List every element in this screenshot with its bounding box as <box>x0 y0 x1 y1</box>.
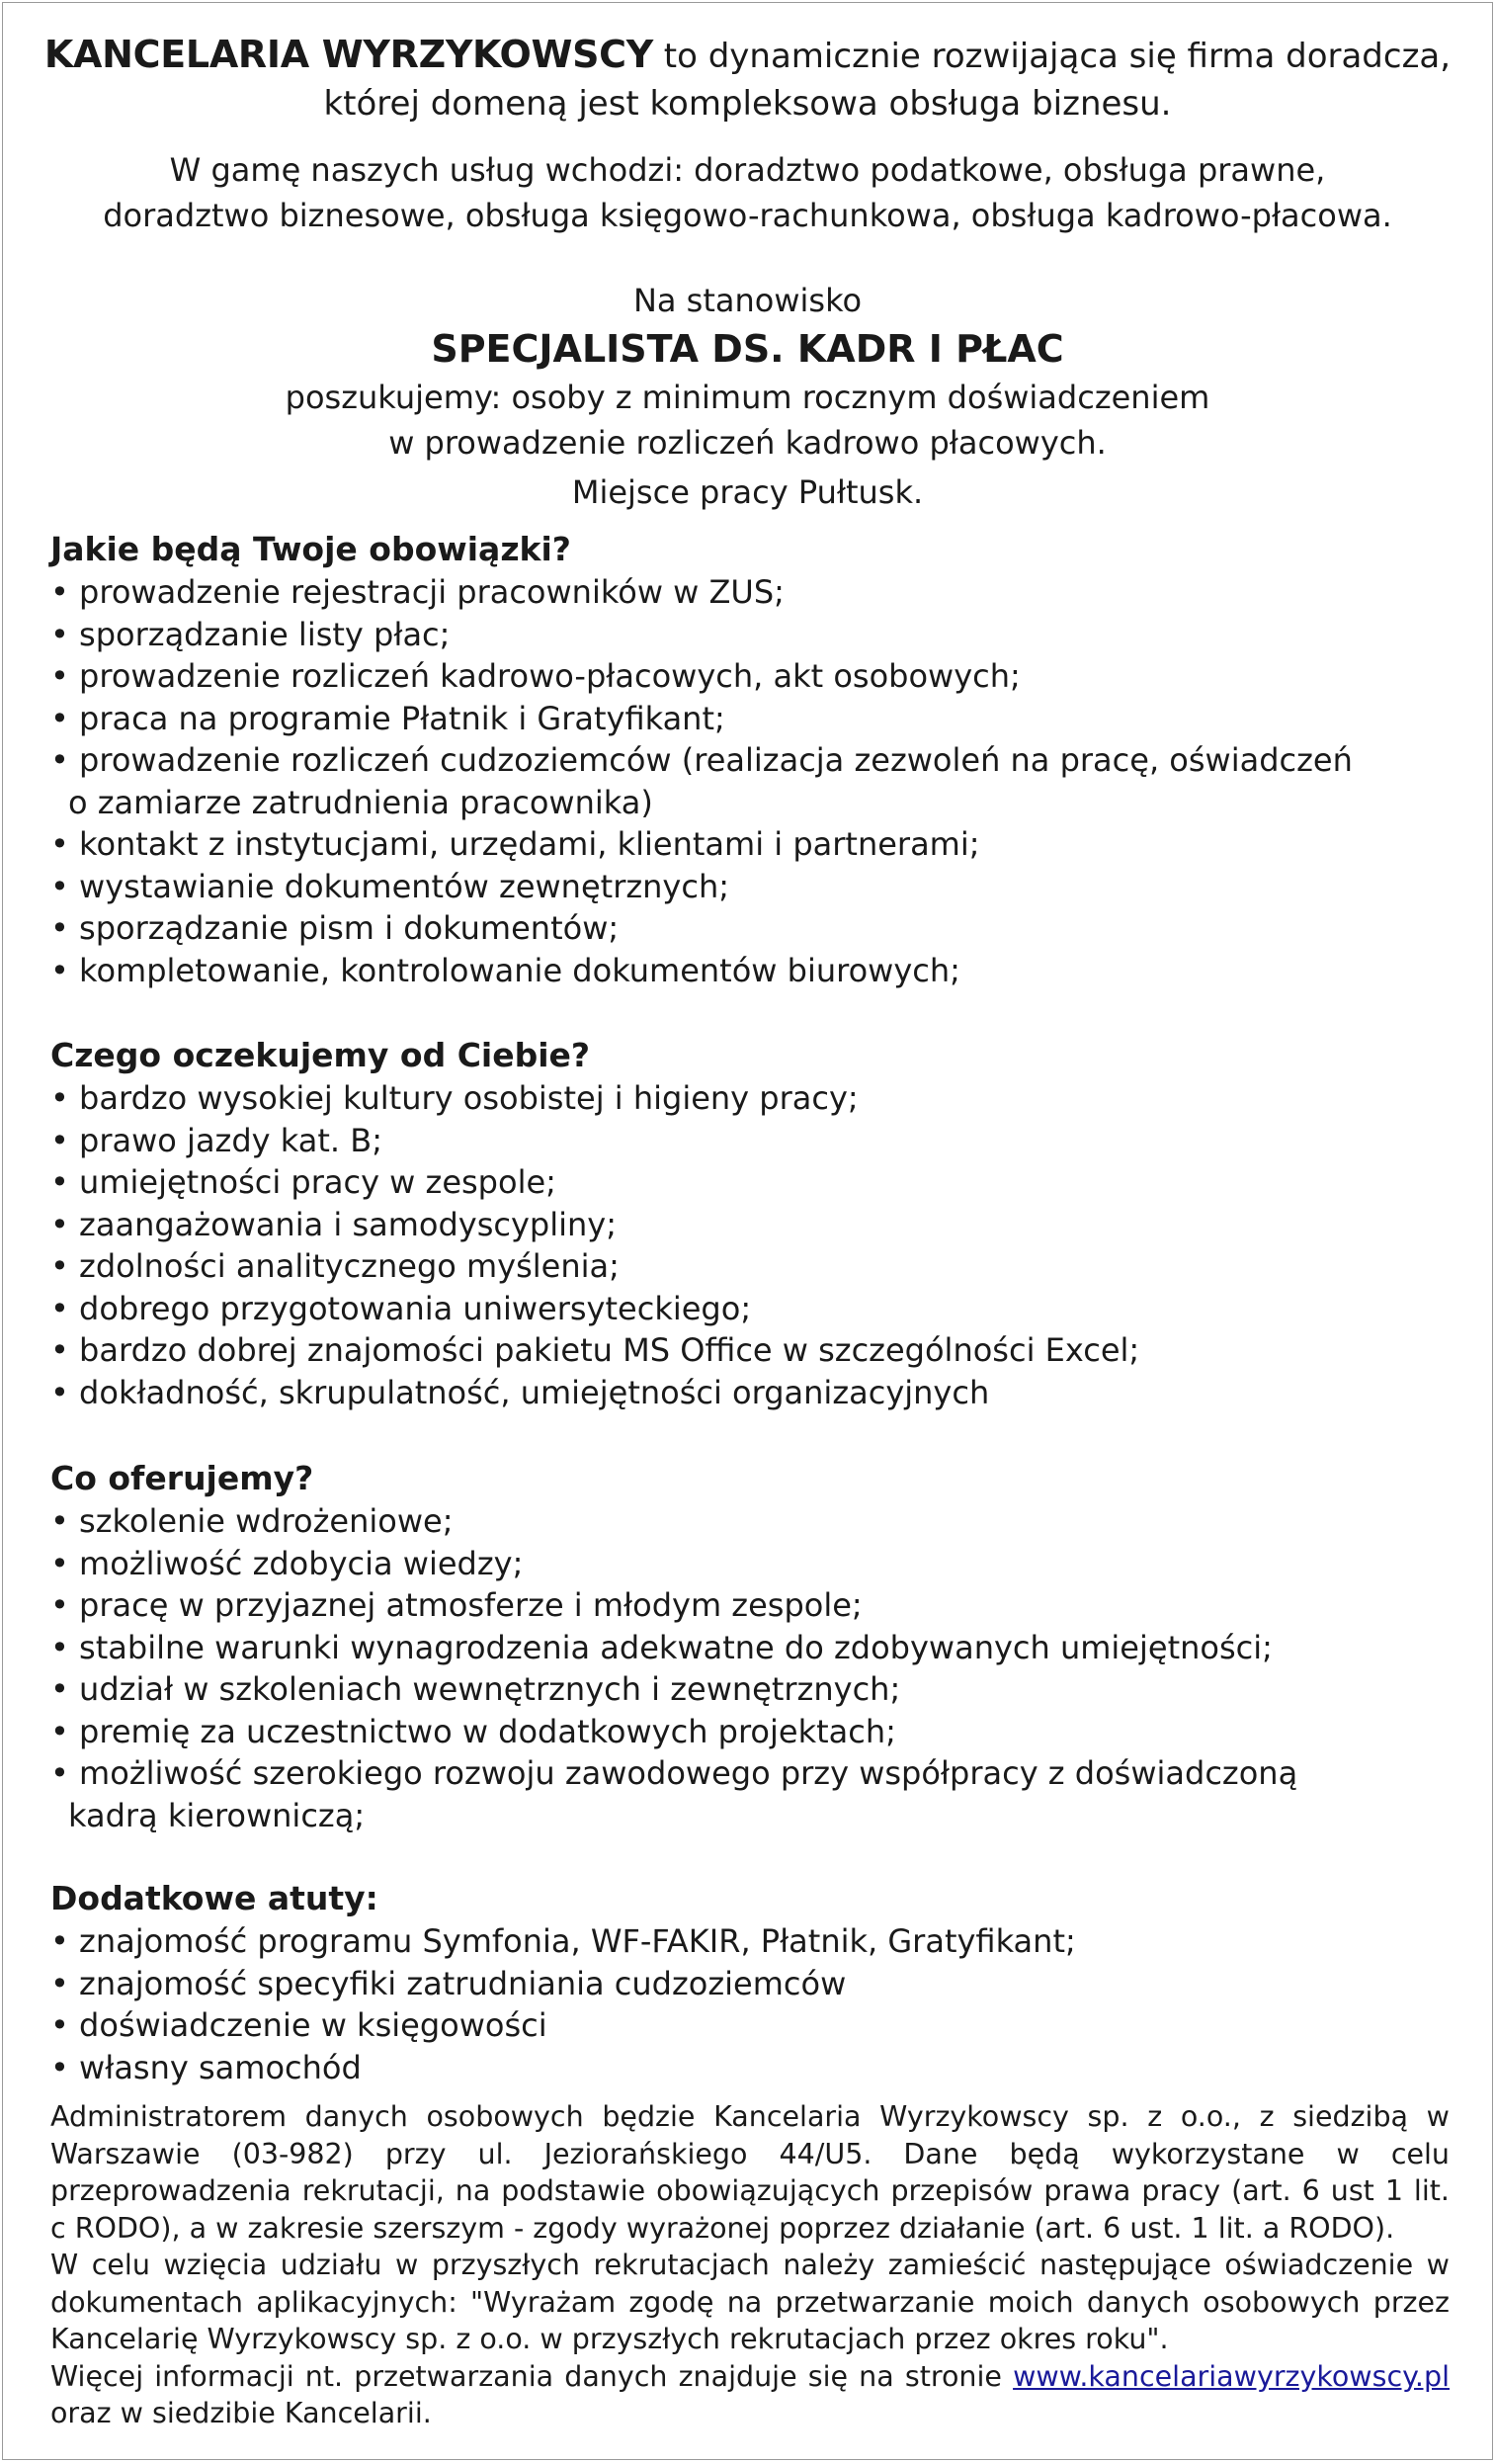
gdpr-paragraph-3 <box>50 2358 1450 2432</box>
position-title: SPECJALISTA DS. KADR I PŁAC <box>431 327 1064 371</box>
company-name: KANCELARIA WYRZYKOWSCY <box>43 33 653 76</box>
expectation-item: • dokładność, skrupulatność, umiejętności organizacyjnych <box>50 1372 1453 1414</box>
duty-item: • prowadzenie rozliczeń kadrowo-płacowych, akt osobowych; <box>50 655 1453 698</box>
position-intro: Na stanowisko <box>632 282 863 319</box>
company-intro <box>3 31 1492 127</box>
expectation-item: • zdolności analitycznego myślenia; <box>50 1245 1453 1288</box>
extra-item: • znajomość specyfiki zatrudniania cudzoziemców <box>50 1963 1453 2005</box>
expectation-item: • prawo jazdy kat. B; <box>50 1120 1453 1162</box>
duty-item: • wystawianie dokumentów zewnętrznych; <box>50 866 1453 908</box>
intro-line-1 <box>3 31 1492 80</box>
company-website-link[interactable]: www.kancelariawyrzykowscy.pl <box>1013 2359 1450 2393</box>
expectations-list <box>50 1077 1453 1413</box>
gdpr-paragraph-3-end: oraz w siedzibie Kancelarii. <box>50 2397 432 2429</box>
position-line-2: w prowadzenie rozliczeń kadrowo płacowych. <box>388 424 1107 462</box>
offer-item: • pracę w przyjaznej atmosferze i młodym zespole; <box>50 1584 1453 1627</box>
offer-item: • możliwość zdobycia wiedzy; <box>50 1543 1453 1585</box>
intro-line-2: której domeną jest kompleksowa obsługa biznesu. <box>323 84 1172 124</box>
duty-item <box>50 739 1453 823</box>
duty-item: • sporządzanie listy płac; <box>50 614 1453 656</box>
gdpr-paragraph-3-text: Więcej informacji nt. przetwarzania danych znajduje się na stronie <box>50 2359 1014 2393</box>
offer-item: • stabilne warunki wynagrodzenia adekwatne do zdobywanych umiejętności; <box>50 1627 1453 1669</box>
duty-item: • kompletowanie, kontrolowanie dokumentów biurowych; <box>50 950 1453 992</box>
extra-item: • własny samochód <box>50 2047 1453 2089</box>
intro-line-1-rest: to dynamicznie rozwijająca się firma doradcza, <box>652 37 1452 76</box>
extra-item: • znajomość programu Symfonia, WF-FAKIR, Płatnik, Gratyfikant; <box>50 1920 1453 1963</box>
offer-heading: Co oferujemy? <box>50 1459 314 1497</box>
gdpr-paragraph-1: Administratorem danych osobowych będzie Kancelaria Wyrzykowscy sp. z o.o., z siedzibą w Warszawie (03-982) przy ul. Jeziorańskiego 44/U5. Dane będą wykorzystane w celu przeprowadzenia rekrutacji, na podstawie obowiązujących przepisów prawa pracy (art. 6 ust 1 lit. c RODO), a w zakresie szerszym - zgody wyrażonej poprzez działanie (art. 6 ust. 1 lit. a RODO). <box>50 2100 1450 2245</box>
expectation-item: • bardzo wysokiej kultury osobistej i higieny pracy; <box>50 1077 1453 1120</box>
extras-heading: Dodatkowe atuty: <box>50 1879 378 1917</box>
duties-heading: Jakie będą Twoje obowiązki? <box>50 530 571 568</box>
duty-item: • sporządzanie pism i dokumentów; <box>50 907 1453 950</box>
duties-list <box>50 571 1453 991</box>
services-line-1: W gamę naszych usług wchodzi: doradztwo podatkowe, obsługa prawne, <box>169 151 1326 189</box>
extras-section <box>50 1876 1453 2088</box>
extra-item: • doświadczenie w księgowości <box>50 2004 1453 2047</box>
gdpr-paragraph-2: W celu wzięcia udziału w przyszłych rekrutacjach należy zamieścić następujące oświadczenie w dokumentach aplikacyjnych: "Wyrażam zgodę na przetwarzanie moich danych osobowych przez Kancelarię Wyrzykowscy sp. z o.o. w przyszłych rekrutacjach przez okres roku". <box>50 2249 1450 2355</box>
offer-item-text: możliwość szerokiego rozwoju zawodowego przy współpracy z doświadczoną <box>79 1754 1298 1792</box>
offer-item: • premię za uczestnictwo w dodatkowych projektach; <box>50 1711 1453 1753</box>
duty-item: • kontakt z instytucjami, urzędami, klientami i partnerami; <box>50 823 1453 866</box>
work-location: Miejsce pracy Pułtusk. <box>571 473 924 511</box>
extras-list <box>50 1920 1453 2088</box>
services-description <box>3 147 1492 238</box>
job-advert-page <box>2 2 1493 2460</box>
expectation-item: • zaangażowania i samodyscypliny; <box>50 1204 1453 1246</box>
offer-item-continuation: kadrą kierowniczą; <box>68 1796 366 1834</box>
expectation-item: • bardzo dobrej znajomości pakietu MS Office w szczególności Excel; <box>50 1329 1453 1372</box>
expectation-item: • dobrego przygotowania uniwersyteckiego; <box>50 1288 1453 1330</box>
offer-section <box>50 1456 1453 1836</box>
position-line-1: poszukujemy: osoby z minimum rocznym doświadczeniem <box>285 379 1210 416</box>
offer-item: • udział w szkoleniach wewnętrznych i zewnętrznych; <box>50 1668 1453 1711</box>
expectations-section <box>50 1033 1453 1413</box>
expectation-item: • umiejętności pracy w zespole; <box>50 1161 1453 1204</box>
services-line-2: doradztwo biznesowe, obsługa księgowo-rachunkowa, obsługa kadrowo-płacowa. <box>103 197 1392 234</box>
offer-item: • szkolenie wdrożeniowe; <box>50 1500 1453 1543</box>
duties-section <box>50 527 1453 991</box>
duty-item-text: prowadzenie rozliczeń cudzoziemców (realizacja zezwoleń na pracę, oświadczeń <box>79 741 1353 779</box>
duty-item-continuation: o zamiarze zatrudnienia pracownika) <box>68 783 653 821</box>
duty-item: • prowadzenie rejestracji pracowników w ZUS; <box>50 571 1453 614</box>
duty-item: • praca na programie Płatnik i Gratyfikant; <box>50 698 1453 740</box>
offer-item <box>50 1752 1453 1836</box>
gdpr-notice <box>50 2098 1450 2432</box>
offer-list <box>50 1500 1453 1836</box>
expectations-heading: Czego oczekujemy od Ciebie? <box>50 1036 591 1074</box>
position-block <box>3 278 1492 515</box>
